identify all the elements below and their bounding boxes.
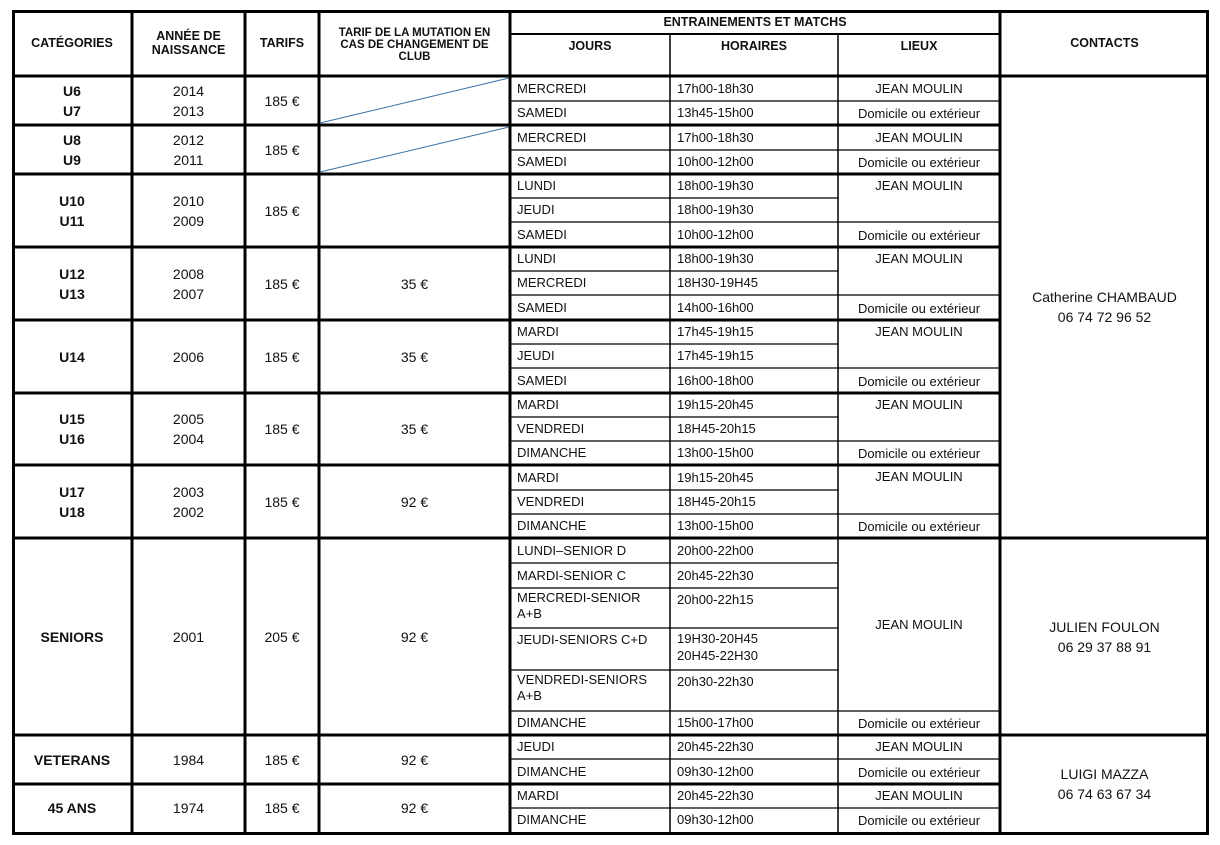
place-cell-jean-moulin — [838, 125, 1000, 150]
day-cell — [510, 76, 670, 101]
day-cell-text: LUNDI — [517, 251, 557, 266]
hours-cell-text: 20H45-22H30 — [677, 648, 758, 663]
category-cell — [12, 465, 132, 538]
hours-cell-text: 16h00-18h00 — [677, 372, 754, 388]
header-trainings-text: ENTRAINEMENTS ET MATCHS — [663, 15, 847, 29]
category-cell-text: VETERANS — [33, 751, 111, 768]
contact-cell-text: 06 74 72 96 52 — [1057, 309, 1152, 325]
hours-cell — [670, 465, 838, 490]
day-cell — [510, 368, 670, 393]
header-days — [510, 34, 670, 58]
day-cell-text: VENDREDI — [517, 421, 585, 436]
birth-year-cell — [132, 465, 245, 538]
birth-year-cell-text: 2010 — [172, 192, 205, 209]
hours-cell-text: 17h45-19h15 — [677, 324, 754, 339]
hours-cell-text: 15h00-17h00 — [677, 715, 754, 730]
place-cell-away — [838, 514, 1000, 538]
day-cell — [510, 490, 670, 514]
category-cell-text: U10 — [59, 192, 85, 209]
header-places — [838, 34, 1000, 58]
mutation-cell-text: 35 € — [400, 421, 429, 437]
category-cell-text: SENIORS — [40, 628, 104, 645]
day-cell-text: JEUDI — [517, 739, 555, 754]
day-cell — [510, 150, 670, 174]
hours-cell — [670, 271, 838, 295]
day-cell-text: MARDI — [517, 397, 559, 412]
place-cell-jean-moulin-text: JEAN MOULIN — [875, 129, 963, 145]
day-cell-text: SAMEDI — [517, 105, 567, 120]
hours-cell-text: 18H30-19H45 — [677, 275, 758, 290]
birth-year-cell-text: 2007 — [172, 285, 205, 302]
hours-cell — [670, 222, 838, 247]
place-cell-jean-moulin-text: JEAN MOULIN — [875, 324, 963, 339]
day-cell — [510, 628, 670, 670]
hours-cell-text: 10h00-12h00 — [677, 226, 754, 242]
mutation-cell — [319, 320, 510, 393]
header-tariffs — [245, 10, 319, 76]
hours-cell-text: 20h00-22h00 — [677, 542, 754, 558]
day-cell-text: SAMEDI — [517, 299, 567, 315]
place-cell-away-text: Domicile ou extérieur — [857, 155, 981, 170]
hours-cell — [670, 101, 838, 125]
birth-year-cell — [132, 784, 245, 832]
place-cell-away — [838, 808, 1000, 832]
mutation-cell — [319, 393, 510, 465]
category-cell — [12, 538, 132, 735]
place-cell-jean-moulin — [838, 538, 1000, 711]
place-cell-away-text: Domicile ou extérieur — [857, 374, 981, 389]
day-cell — [510, 222, 670, 247]
day-cell-text: MARDI-SENIOR C — [517, 567, 627, 583]
category-cell-text: U17 — [59, 483, 85, 500]
empty-cell-diagonal — [320, 78, 509, 123]
header-birth-year-text: ANNÉE DE — [156, 29, 221, 43]
day-cell-text: A+B — [517, 688, 542, 703]
header-categories-text: CATÉGORIES — [31, 36, 113, 50]
birth-year-cell-text: 2004 — [172, 431, 205, 447]
hours-cell-text: 17h00-18h30 — [677, 80, 754, 96]
day-cell — [510, 711, 670, 735]
place-cell-away — [838, 150, 1000, 174]
hours-cell — [670, 711, 838, 735]
hours-cell-text: 13h00-15h00 — [677, 445, 754, 460]
birth-year-cell-text: 2003 — [172, 483, 205, 500]
hours-cell-text: 17h00-18h30 — [677, 129, 754, 145]
hours-cell-text: 20h30-22h30 — [677, 674, 754, 689]
place-cell-away-text: Domicile ou extérieur — [857, 813, 981, 828]
mutation-cell — [319, 735, 510, 784]
birth-year-cell-text: 1974 — [172, 800, 205, 816]
header-hours-text: HORAIRES — [721, 39, 787, 53]
tarif-cell — [245, 538, 319, 735]
category-cell-text: U12 — [59, 265, 85, 282]
place-cell-away — [838, 441, 1000, 465]
place-cell-away — [838, 759, 1000, 784]
tarif-cell — [245, 125, 319, 174]
place-cell-away-text: Domicile ou extérieur — [857, 716, 981, 731]
mutation-cell-text: 92 € — [400, 800, 429, 816]
hours-cell-text: 19h15-20h45 — [677, 397, 754, 412]
day-cell — [510, 101, 670, 125]
day-cell-text: SAMEDI — [517, 226, 567, 242]
hours-cell-text: 10h00-12h00 — [677, 154, 754, 169]
category-cell-text: U16 — [59, 431, 85, 447]
hours-cell — [670, 198, 838, 222]
category-cell-text: U8 — [63, 131, 81, 148]
hours-cell — [670, 514, 838, 538]
hours-cell — [670, 808, 838, 832]
place-cell-jean-moulin — [838, 320, 1000, 368]
category-cell — [12, 784, 132, 832]
hours-cell-text: 13h00-15h00 — [677, 518, 754, 533]
mutation-cell-text: 35 € — [400, 275, 429, 292]
birth-year-cell — [132, 247, 245, 320]
hours-cell — [670, 247, 838, 271]
mutation-cell-text: 92 € — [400, 751, 429, 768]
day-cell-text: MERCREDI — [517, 80, 587, 96]
header-contacts-text: CONTACTS — [1070, 36, 1139, 50]
day-cell — [510, 465, 670, 490]
birth-year-cell-text: 2012 — [172, 131, 205, 148]
mutation-cell-text: 35 € — [400, 348, 429, 365]
hours-cell-text: 18H45-20h15 — [677, 494, 756, 509]
header-contacts — [1000, 10, 1209, 76]
mutation-cell — [319, 247, 510, 320]
hours-cell-text: 14h00-16h00 — [677, 299, 754, 315]
day-cell-text: DIMANCHE — [517, 812, 587, 827]
header-birth-year-text: NAISSANCE — [151, 43, 226, 57]
birth-year-cell — [132, 320, 245, 393]
birth-year-cell — [132, 735, 245, 784]
tarif-cell — [245, 76, 319, 125]
hours-cell-text: 09h30-12h00 — [677, 763, 754, 779]
hours-cell — [670, 563, 838, 588]
tarif-cell-text: 185 € — [264, 493, 300, 510]
day-cell-text: SAMEDI — [517, 372, 567, 388]
day-cell-text: DIMANCHE — [517, 445, 587, 460]
birth-year-cell-text: 2006 — [172, 348, 205, 365]
category-cell-text: U6 — [63, 82, 81, 99]
birth-year-cell-text: 2011 — [173, 151, 204, 168]
hours-cell — [670, 393, 838, 417]
category-cell-text: U15 — [59, 411, 85, 427]
category-cell — [12, 76, 132, 125]
contact-cell-text: JULIEN FOULON — [1049, 618, 1160, 635]
tarif-cell-text: 185 € — [264, 348, 300, 365]
hours-cell — [670, 735, 838, 759]
birth-year-cell-text: 2005 — [172, 411, 205, 427]
hours-cell — [670, 125, 838, 150]
hours-cell-text: 13h45-15h00 — [677, 105, 754, 120]
place-cell-jean-moulin-text: JEAN MOULIN — [875, 739, 963, 754]
birth-year-cell — [132, 174, 245, 247]
header-places-text: LIEUX — [900, 39, 938, 53]
hours-cell — [670, 417, 838, 441]
birth-year-cell-text: 1984 — [172, 751, 205, 768]
day-cell-text: LUNDI–SENIOR D — [517, 542, 627, 558]
tarif-cell — [245, 320, 319, 393]
birth-year-cell-text: 2013 — [172, 102, 205, 119]
tarif-cell — [245, 174, 319, 247]
category-cell-text: U9 — [63, 151, 81, 168]
category-cell — [12, 125, 132, 174]
category-cell-text: U11 — [59, 212, 85, 229]
place-cell-jean-moulin — [838, 247, 1000, 295]
hours-cell — [670, 441, 838, 465]
hours-cell-text: 18H45-20h15 — [677, 421, 756, 436]
hours-cell — [670, 490, 838, 514]
header-hours — [670, 34, 838, 58]
day-cell-text: MERCREDI — [517, 275, 587, 290]
hours-cell-text: 18h00-19h30 — [677, 251, 754, 266]
day-cell — [510, 320, 670, 344]
place-cell-away — [838, 711, 1000, 735]
hours-cell — [670, 174, 838, 198]
day-cell — [510, 538, 670, 563]
mutation-cell — [319, 465, 510, 538]
day-cell-text: SAMEDI — [517, 154, 567, 169]
birth-year-cell — [132, 76, 245, 125]
schedule-table — [12, 10, 1209, 835]
hours-cell — [670, 295, 838, 320]
birth-year-cell-text: 2014 — [172, 82, 205, 99]
place-cell-away — [838, 368, 1000, 393]
day-cell-text: LUNDI — [517, 178, 557, 193]
category-cell-text: U7 — [63, 102, 81, 119]
hours-cell — [670, 784, 838, 808]
hours-cell — [670, 368, 838, 393]
birth-year-cell-text: 2009 — [172, 212, 205, 229]
place-cell-away-text: Domicile ou extérieur — [857, 301, 981, 316]
mutation-cell-text: 92 € — [400, 628, 429, 645]
header-birth-year — [132, 10, 245, 76]
empty-cell-diagonal — [320, 127, 509, 172]
contact-cell-text: 06 74 63 67 34 — [1057, 785, 1152, 802]
place-cell-jean-moulin — [838, 465, 1000, 514]
day-cell-text: MERCREDI — [517, 129, 587, 145]
day-cell-text: DIMANCHE — [517, 715, 587, 730]
hours-cell-text: 19H30-20H45 — [677, 631, 758, 646]
place-cell-jean-moulin-text: JEAN MOULIN — [875, 80, 963, 96]
place-cell-away — [838, 101, 1000, 125]
day-cell — [510, 759, 670, 784]
tarif-cell-text: 185 € — [264, 751, 300, 768]
day-cell — [510, 441, 670, 465]
tarif-cell-text: 185 € — [264, 202, 300, 219]
contact-cell — [1000, 76, 1209, 538]
place-cell-jean-moulin — [838, 174, 1000, 222]
mutation-cell — [319, 538, 510, 735]
hours-cell-text: 20h00-22h15 — [677, 592, 754, 607]
place-cell-jean-moulin-text: JEAN MOULIN — [875, 397, 963, 412]
birth-year-cell-text: 2008 — [172, 265, 205, 282]
place-cell-away-text: Domicile ou extérieur — [857, 228, 981, 243]
hours-cell-text: 19h15-20h45 — [677, 469, 754, 485]
hours-cell — [670, 670, 838, 711]
place-cell-jean-moulin-text: JEAN MOULIN — [875, 251, 963, 266]
hours-cell-text: 20h45-22h30 — [677, 567, 754, 583]
contact-cell — [1000, 735, 1209, 832]
place-cell-jean-moulin-text: JEAN MOULIN — [875, 469, 963, 484]
day-cell — [510, 344, 670, 368]
day-cell-text: DIMANCHE — [517, 763, 587, 779]
hours-cell-text: 18h00-19h30 — [677, 202, 754, 217]
day-cell — [510, 808, 670, 832]
category-cell-text: U14 — [59, 348, 85, 365]
place-cell-jean-moulin-text: JEAN MOULIN — [875, 788, 963, 803]
tarif-cell-text: 185 € — [264, 275, 300, 292]
category-cell — [12, 735, 132, 784]
place-cell-away-text: Domicile ou extérieur — [857, 106, 981, 121]
header-mutation-text: CLUB — [398, 51, 431, 63]
day-cell-text: MARDI — [517, 324, 559, 339]
tarif-cell — [245, 784, 319, 832]
day-cell — [510, 198, 670, 222]
day-cell — [510, 247, 670, 271]
day-cell-text: MARDI — [517, 788, 559, 803]
header-mutation — [319, 14, 510, 76]
hours-cell — [670, 76, 838, 101]
day-cell — [510, 393, 670, 417]
day-cell — [510, 784, 670, 808]
header-days-text: JOURS — [568, 39, 612, 53]
contact-cell — [1000, 538, 1209, 735]
day-cell-text: JEUDI — [517, 202, 555, 217]
day-cell — [510, 295, 670, 320]
place-cell-away-text: Domicile ou extérieur — [857, 519, 981, 534]
place-cell-jean-moulin-text: JEAN MOULIN — [875, 616, 963, 632]
day-cell — [510, 417, 670, 441]
birth-year-cell — [132, 538, 245, 735]
place-cell-away-text: Domicile ou extérieur — [857, 765, 981, 780]
hours-cell-text: 18h00-19h30 — [677, 178, 754, 193]
category-cell-text: 45 ANS — [47, 800, 97, 816]
place-cell-jean-moulin — [838, 393, 1000, 441]
place-cell-away-text: Domicile ou extérieur — [857, 446, 981, 461]
contact-cell-text: Catherine CHAMBAUD — [1032, 289, 1177, 305]
day-cell — [510, 174, 670, 198]
day-cell-text: VENDREDI — [517, 494, 585, 509]
place-cell-away — [838, 295, 1000, 320]
hours-cell-text: 20h45-22h30 — [677, 788, 754, 803]
day-cell-text: VENDREDI-SENIORS — [517, 672, 648, 687]
day-cell — [510, 563, 670, 588]
tarif-cell — [245, 393, 319, 465]
header-mutation-text: TARIF DE LA MUTATION EN — [338, 27, 491, 39]
place-cell-jean-moulin — [838, 735, 1000, 759]
header-trainings — [510, 10, 1000, 34]
tarif-cell — [245, 247, 319, 320]
hours-cell — [670, 344, 838, 368]
day-cell-text: MARDI — [517, 469, 559, 485]
tarif-cell — [245, 735, 319, 784]
header-categories — [12, 10, 132, 76]
birth-year-cell-text: 2002 — [172, 503, 205, 520]
day-cell — [510, 514, 670, 538]
hours-cell — [670, 150, 838, 174]
hours-cell-text: 09h30-12h00 — [677, 812, 754, 827]
hours-cell-text: 20h45-22h30 — [677, 739, 754, 754]
place-cell-away — [838, 222, 1000, 247]
day-cell-text: DIMANCHE — [517, 518, 587, 533]
day-cell — [510, 588, 670, 628]
day-cell — [510, 735, 670, 759]
header-mutation-text: CAS DE CHANGEMENT DE — [340, 39, 489, 51]
tarif-cell-text: 205 € — [264, 628, 300, 645]
tarif-cell-text: 185 € — [264, 421, 300, 437]
hours-cell — [670, 320, 838, 344]
hours-cell — [670, 628, 838, 670]
category-cell — [12, 174, 132, 247]
birth-year-cell — [132, 393, 245, 465]
place-cell-jean-moulin — [838, 76, 1000, 101]
day-cell — [510, 271, 670, 295]
tarif-cell-text: 185 € — [264, 800, 300, 816]
contact-cell-text: 06 29 37 88 91 — [1057, 638, 1152, 655]
tarif-cell-text: 185 € — [264, 141, 300, 158]
day-cell-text: MERCREDI-SENIOR — [517, 590, 641, 605]
hours-cell — [670, 538, 838, 563]
hours-cell — [670, 759, 838, 784]
category-cell — [12, 393, 132, 465]
place-cell-jean-moulin-text: JEAN MOULIN — [875, 178, 963, 193]
hours-cell-text: 17h45-19h15 — [677, 348, 754, 363]
header-tariffs-text: TARIFS — [259, 36, 305, 50]
category-cell — [12, 320, 132, 393]
place-cell-jean-moulin — [838, 784, 1000, 808]
contact-cell-text: LUIGI MAZZA — [1060, 765, 1149, 782]
mutation-cell — [319, 784, 510, 832]
birth-year-cell — [132, 125, 245, 174]
tarif-cell — [245, 465, 319, 538]
mutation-cell-text: 92 € — [400, 493, 429, 510]
day-cell-text: A+B — [517, 606, 542, 621]
day-cell-text: JEUDI — [517, 348, 555, 363]
tarif-cell-text: 185 € — [264, 92, 300, 109]
category-cell-text: U13 — [59, 285, 85, 302]
category-cell-text: U18 — [59, 503, 85, 520]
day-cell — [510, 125, 670, 150]
hours-cell — [670, 588, 838, 628]
birth-year-cell-text: 2001 — [172, 628, 205, 645]
category-cell — [12, 247, 132, 320]
day-cell — [510, 670, 670, 711]
day-cell-text: JEUDI-SENIORS C+D — [517, 632, 648, 647]
